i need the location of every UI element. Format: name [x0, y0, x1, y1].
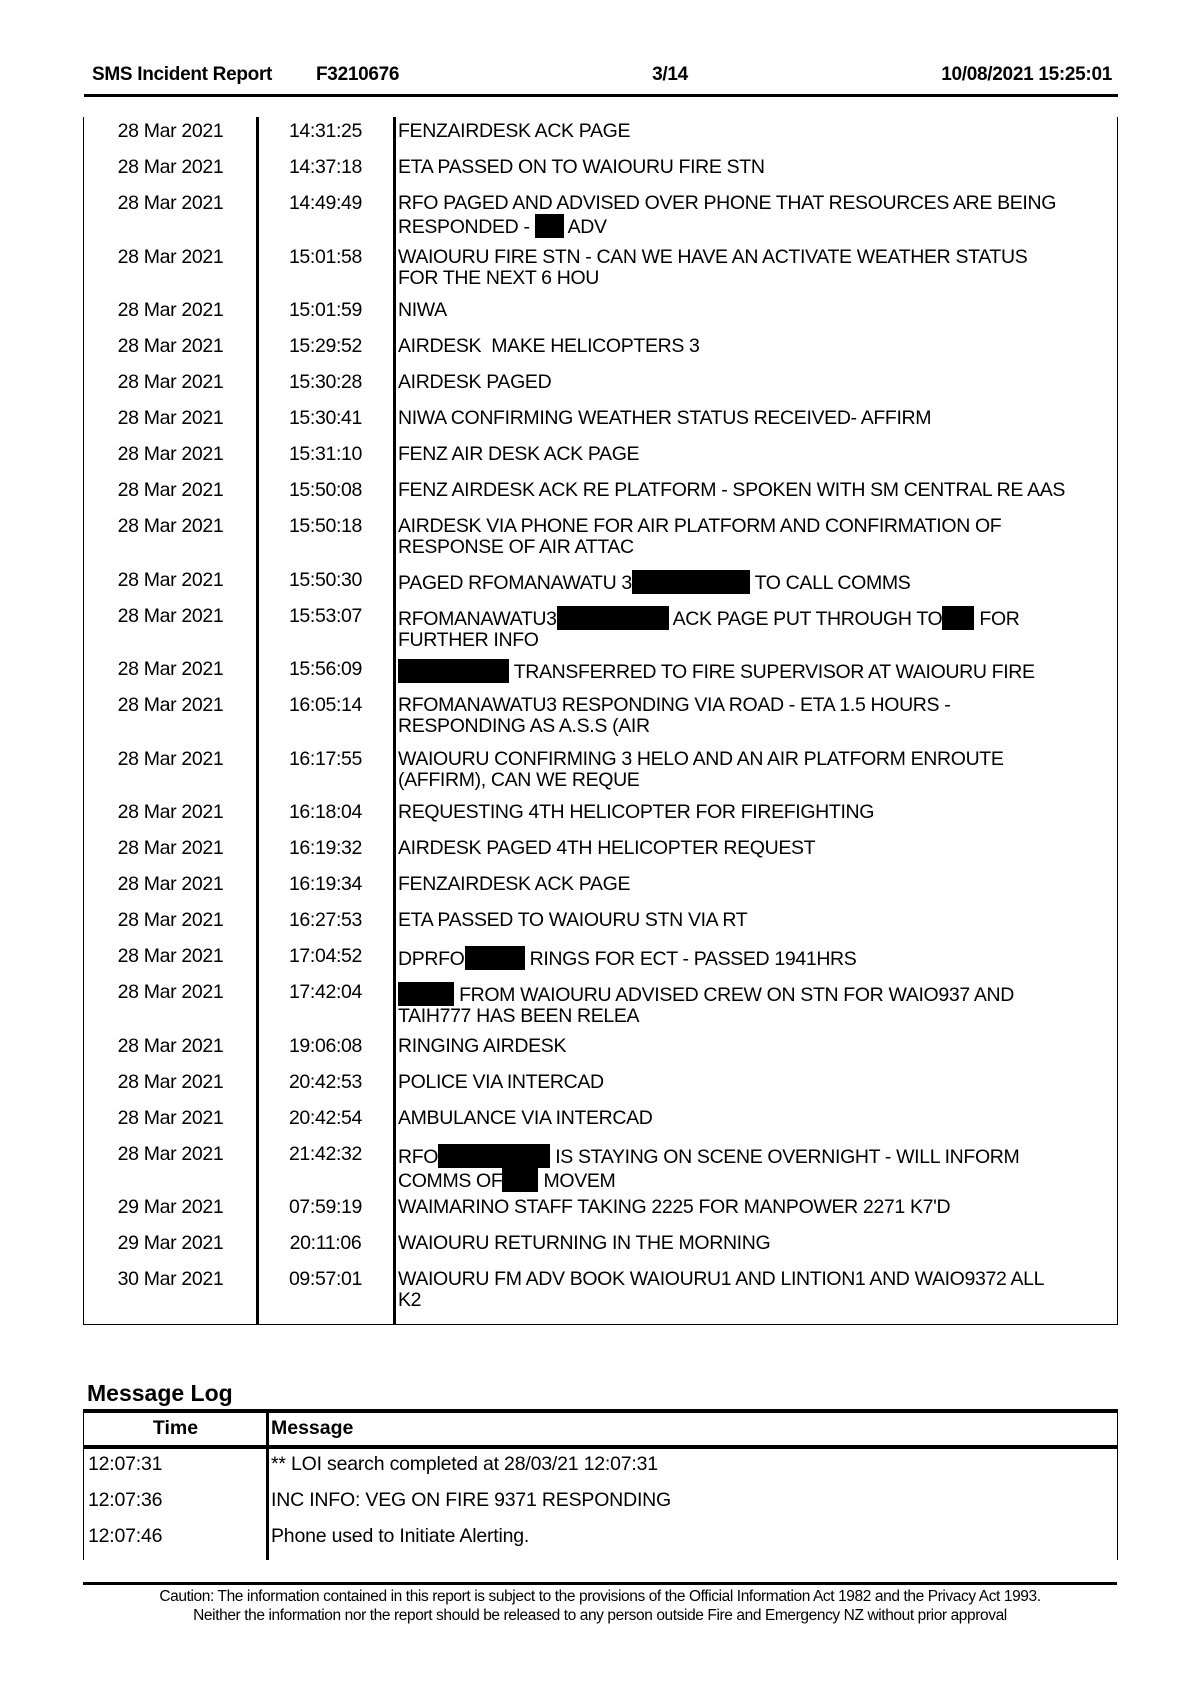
column-divider [266, 1413, 269, 1560]
message-text: AIRDESK PAGED [398, 371, 552, 393]
log-row [84, 476, 1117, 512]
message-text: DPRFO [398, 948, 465, 970]
redaction-block [942, 606, 974, 630]
table-row [84, 1521, 1117, 1557]
message-text: ETA PASSED TO WAIOURU STN VIA RT [398, 909, 748, 931]
time-cell: 12:07:31 [88, 1453, 163, 1475]
message-text: AIRDESK MAKE HELICOPTERS 3 [398, 335, 700, 357]
time-cell: 14:49:49 [288, 192, 363, 214]
message-log-title: Message Log [87, 1380, 233, 1406]
time-cell: 20:42:53 [288, 1070, 363, 1093]
time-cell: 15:01:59 [288, 299, 363, 321]
date-cell: 28 Mar 2021 [117, 299, 224, 321]
message-text: RINGS FOR ECT - PASSED 1941HRS [524, 948, 857, 970]
date-cell: 28 Mar 2021 [117, 245, 224, 268]
time-cell: 15:31:10 [288, 443, 363, 465]
message-text: COMMS OF [398, 1169, 503, 1192]
log-row [84, 942, 1117, 978]
message-text: TO CALL COMMS [749, 571, 911, 594]
time-cell: 20:42:54 [288, 1106, 363, 1129]
message-text: RFO [398, 1145, 439, 1168]
message-cell [394, 157, 765, 189]
message-cell [394, 1197, 950, 1229]
message-text: RFO PAGED AND ADVISED OVER PHONE THAT RESOURCES ARE BEING [398, 192, 1057, 214]
time-cell: 15:50:18 [288, 515, 363, 537]
message-cell [394, 1108, 653, 1140]
log-row [84, 906, 1117, 942]
message-text: AIRDESK PAGED 4TH HELICOPTER REQUEST [398, 837, 816, 859]
redaction-block [465, 946, 525, 970]
message-cell [394, 606, 1020, 656]
log-row [84, 745, 1117, 799]
date-cell: 28 Mar 2021 [117, 981, 224, 1003]
log-row [84, 117, 1117, 153]
date-cell: 28 Mar 2021 [117, 156, 224, 178]
incident-id: F3210676 [316, 64, 400, 85]
time-cell: 15:50:30 [288, 568, 363, 591]
log-row [84, 512, 1117, 566]
message-text: RESPONSE OF AIR ATTAC [398, 536, 634, 558]
time-cell: 14:31:25 [288, 120, 363, 142]
message-text: NIWA CONFIRMING WEATHER STATUS RECEIVED- AFFIRM [398, 407, 932, 429]
message-text: WAIOURU RETURNING IN THE MORNING [398, 1232, 771, 1254]
page-number: 3/14 [652, 64, 688, 85]
message-text: ADV [563, 216, 607, 238]
time-cell: 12:07:36 [88, 1489, 163, 1511]
incident-log-table [83, 117, 1118, 1325]
date-cell: 28 Mar 2021 [117, 909, 224, 931]
message-cell [394, 193, 1056, 243]
table-row [84, 1485, 1117, 1521]
date-cell: 28 Mar 2021 [117, 694, 224, 716]
date-cell: 28 Mar 2021 [117, 837, 224, 859]
time-cell: 21:42:32 [288, 1142, 363, 1165]
message-text: RFOMANAWATU3 [398, 607, 557, 630]
date-cell: 28 Mar 2021 [117, 371, 224, 393]
caution-line-2: Neither the information nor the report should be released to any person outside Fire and Emergency NZ without prior approval [193, 1606, 1007, 1624]
header-divider [84, 94, 1118, 97]
message-cell [394, 659, 1035, 691]
time-cell: 12:07:46 [88, 1525, 163, 1547]
footer-divider [83, 1582, 1117, 1585]
date-cell: 28 Mar 2021 [117, 1142, 224, 1165]
date-cell: 28 Mar 2021 [117, 945, 224, 967]
time-cell: 16:17:55 [288, 747, 363, 770]
date-cell: 28 Mar 2021 [117, 443, 224, 465]
time-cell: 15:53:07 [288, 604, 363, 627]
message-cell [394, 444, 639, 476]
time-cell: 14:37:18 [288, 156, 363, 178]
time-cell: 15:56:09 [288, 658, 363, 680]
time-cell: 19:06:08 [288, 1034, 363, 1057]
message-text: FURTHER INFO [398, 628, 539, 651]
date-cell: 28 Mar 2021 [117, 1070, 224, 1093]
redaction-block [535, 214, 564, 238]
log-row [84, 243, 1117, 297]
log-row [84, 1265, 1117, 1319]
time-cell: 16:05:14 [288, 694, 363, 716]
footer-caution [83, 1588, 1117, 1625]
message-text: ETA PASSED ON TO WAIOURU FIRE STN [398, 156, 765, 178]
time-cell: 17:04:52 [288, 945, 363, 967]
log-row [84, 1104, 1117, 1140]
message-text: FENZ AIRDESK ACK RE PLATFORM - SPOKEN WITH SM CENTRAL RE AAS [398, 479, 1066, 501]
date-cell: 29 Mar 2021 [117, 1232, 224, 1254]
message-text: WAIOURU FIRE STN - CAN WE HAVE AN ACTIVATE WEATHER STATUS [398, 245, 1028, 268]
log-row [84, 1032, 1117, 1068]
message-text: WAIOURU FM ADV BOOK WAIOURU1 AND LINTION1 AND WAIO9372 ALL [398, 1268, 1045, 1290]
message-cell [394, 480, 1065, 512]
time-cell: 16:19:32 [288, 837, 363, 859]
log-row [84, 978, 1117, 1032]
message-text: NIWA [398, 299, 447, 321]
time-cell: 17:42:04 [288, 981, 363, 1003]
date-cell: 28 Mar 2021 [117, 747, 224, 770]
message-text: FENZAIRDESK ACK PAGE [398, 873, 631, 895]
date-cell: 28 Mar 2021 [117, 658, 224, 680]
redaction-block [632, 570, 750, 594]
date-cell: 28 Mar 2021 [117, 1106, 224, 1129]
report-title: SMS Incident Report [92, 64, 273, 85]
date-cell: 28 Mar 2021 [117, 335, 224, 357]
message-text: IS STAYING ON SCENE OVERNIGHT - WILL INFORM [550, 1145, 1020, 1168]
message-cell [394, 802, 874, 834]
date-cell: 28 Mar 2021 [117, 479, 224, 501]
date-cell: 28 Mar 2021 [117, 515, 224, 537]
log-row [84, 440, 1117, 476]
log-row [84, 332, 1117, 368]
time-cell: 16:27:53 [288, 909, 363, 931]
redaction-block [398, 982, 454, 1006]
date-cell: 28 Mar 2021 [117, 192, 224, 214]
message-cell [394, 982, 1014, 1032]
log-row [84, 1193, 1117, 1229]
message-text: RFOMANAWATU3 RESPONDING VIA ROAD - ETA 1.5 HOURS - [398, 694, 951, 716]
message-cell [394, 300, 447, 332]
message-cell [394, 1233, 770, 1265]
date-cell: 28 Mar 2021 [117, 604, 224, 627]
message-text: WAIOURU CONFIRMING 3 HELO AND AN AIR PLATFORM ENROUTE [398, 747, 1004, 770]
message-cell: Phone used to Initiate Alerting. [271, 1525, 530, 1547]
message-cell [394, 1144, 1019, 1194]
log-row [84, 602, 1117, 656]
time-cell: 16:18:04 [288, 801, 363, 823]
message-cell [394, 1269, 1044, 1319]
log-row [84, 691, 1117, 745]
time-cell: 15:01:58 [288, 245, 363, 268]
date-cell: 30 Mar 2021 [117, 1268, 224, 1290]
message-cell [394, 408, 931, 440]
message-text: FROM WAIOURU ADVISED CREW ON STN FOR WAIO937 AND [454, 984, 1014, 1006]
message-text: (AFFIRM), CAN WE REQUE [398, 768, 640, 791]
message-cell [394, 695, 950, 745]
message-text: FENZ AIR DESK ACK PAGE [398, 443, 640, 465]
message-cell [394, 1036, 566, 1068]
message-cell [394, 121, 630, 153]
log-row [84, 566, 1117, 602]
message-text: TAIH777 HAS BEEN RELEA [398, 1005, 640, 1027]
col-time-header: Time [152, 1417, 199, 1439]
message-text: TRANSFERRED TO FIRE SUPERVISOR AT WAIOURU FIRE [509, 661, 1035, 683]
message-cell [394, 516, 1001, 566]
message-cell [394, 372, 551, 404]
time-cell: 07:59:19 [288, 1196, 363, 1218]
date-cell: 28 Mar 2021 [117, 568, 224, 591]
log-row [84, 404, 1117, 440]
redaction-block [438, 1144, 550, 1168]
message-cell [394, 874, 630, 906]
message-text: AIRDESK VIA PHONE FOR AIR PLATFORM AND CONFIRMATION OF [398, 515, 1002, 537]
log-row [84, 655, 1117, 691]
message-text: MOVEM [538, 1169, 616, 1192]
redaction-block [502, 1168, 538, 1192]
time-cell: 09:57:01 [288, 1268, 363, 1290]
message-cell [394, 1072, 604, 1104]
message-log-table [83, 1409, 1118, 1560]
message-cell [394, 749, 1004, 799]
date-cell: 28 Mar 2021 [117, 1034, 224, 1057]
time-cell: 15:30:41 [288, 407, 363, 429]
log-row [84, 1068, 1117, 1104]
message-cell: ** LOI search completed at 28/03/21 12:07:31 [271, 1453, 658, 1475]
message-text: FENZAIRDESK ACK PAGE [398, 120, 631, 142]
time-cell: 16:19:34 [288, 873, 363, 895]
col-message-header: Message [271, 1417, 354, 1439]
date-cell: 28 Mar 2021 [117, 873, 224, 895]
message-text: ACK PAGE PUT THROUGH TO [668, 607, 943, 630]
message-cell [394, 946, 856, 978]
caution-line-1: Caution: The information contained in this report is subject to the provisions of the Official Information Act 1982 and the Privacy Act 1993. [159, 1588, 1041, 1605]
table-row [84, 1449, 1117, 1485]
time-cell: 15:29:52 [288, 335, 363, 357]
log-row [84, 834, 1117, 870]
date-cell: 29 Mar 2021 [117, 1196, 224, 1218]
print-timestamp: 10/08/2021 15:25:01 [941, 64, 1112, 85]
log-row [84, 153, 1117, 189]
log-row [84, 1229, 1117, 1265]
log-row [84, 870, 1117, 906]
message-text: RESPONDED - [398, 216, 535, 238]
log-row [84, 798, 1117, 834]
message-text: POLICE VIA INTERCAD [398, 1070, 604, 1093]
redaction-block [398, 659, 509, 683]
message-text: K2 [398, 1289, 422, 1311]
message-cell: INC INFO: VEG ON FIRE 9371 RESPONDING [271, 1489, 672, 1511]
date-cell: 28 Mar 2021 [117, 801, 224, 823]
time-cell: 20:11:06 [289, 1232, 362, 1254]
redaction-block [557, 606, 669, 630]
message-cell [394, 838, 815, 870]
log-row [84, 296, 1117, 332]
message-text: FOR [974, 607, 1020, 630]
message-text: RESPONDING AS A.S.S (AIR [398, 715, 650, 737]
time-cell: 15:50:08 [288, 479, 363, 501]
message-text: FOR THE NEXT 6 HOU [398, 266, 600, 289]
time-cell: 15:30:28 [288, 371, 363, 393]
message-text: REQUESTING 4TH HELICOPTER FOR FIREFIGHTING [398, 801, 875, 823]
log-row [84, 1140, 1117, 1194]
message-log-header [84, 1413, 1117, 1449]
message-text: RINGING AIRDESK [398, 1034, 567, 1057]
message-cell [394, 336, 700, 368]
message-text: AMBULANCE VIA INTERCAD [398, 1106, 653, 1129]
message-cell [394, 247, 1027, 297]
date-cell: 28 Mar 2021 [117, 407, 224, 429]
message-cell [394, 570, 910, 602]
log-row [84, 368, 1117, 404]
message-text: WAIMARINO STAFF TAKING 2225 FOR MANPOWER 2271 K7'D [398, 1196, 951, 1218]
date-cell: 28 Mar 2021 [117, 120, 224, 142]
log-row [84, 189, 1117, 243]
message-cell [394, 910, 747, 942]
message-text: PAGED RFOMANAWATU 3 [398, 571, 632, 594]
